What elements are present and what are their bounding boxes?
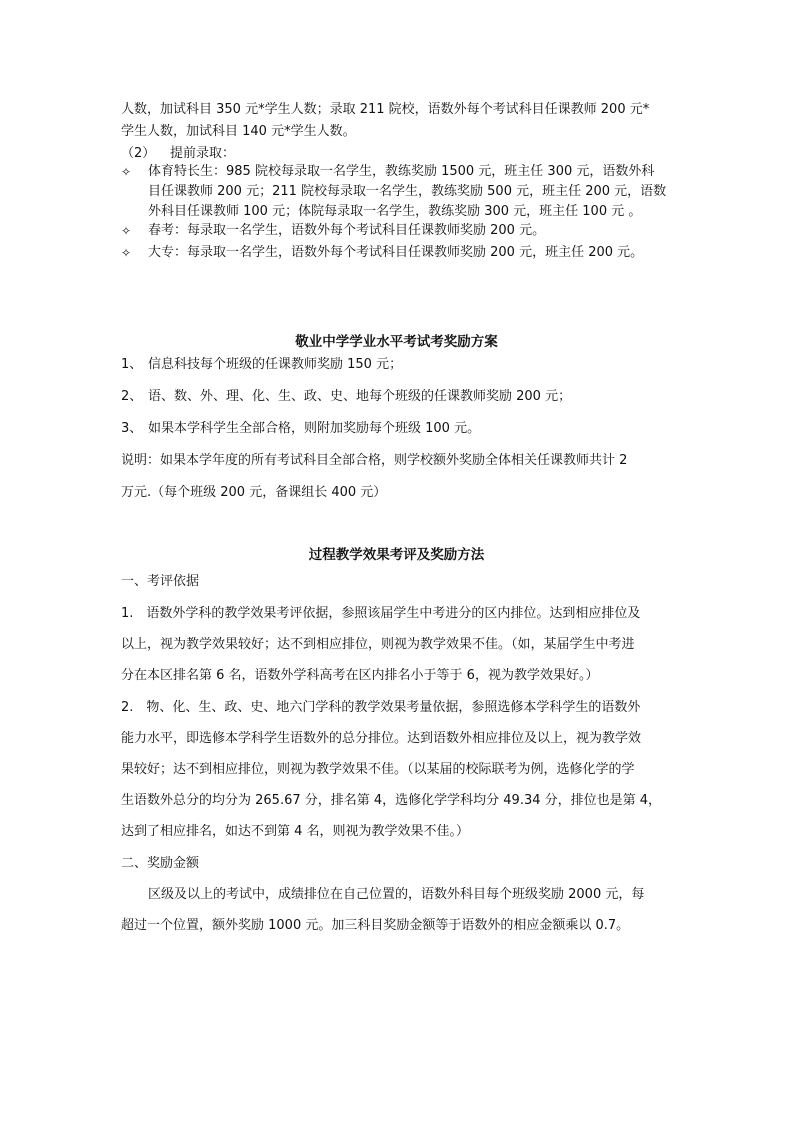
- bullet-item-line: 体育特长生：985 院校每录取一名学生，教练奖励 1500 元，班主任 300 元，语数外科: [148, 164, 655, 179]
- list-item-text: 语、数、外、理、化、生、政、史、地每个班级的任课教师奖励 200 元；: [148, 389, 572, 404]
- early-admission-label: （2）: [121, 146, 156, 161]
- paragraph-line: 1. 语数外学科的教学效果考评依据，参照该届学生中考进分的区内排位。达到相应排位及: [121, 606, 641, 621]
- paragraph-line: 区级及以上的考试中，成绩排位在自己位置的，语数外科目每个班级奖励 2000 元，每: [148, 887, 645, 902]
- subsection-heading: 一、考评依据: [121, 574, 200, 589]
- paragraph-line: 能力水平，即选修本学科学生语数外的总分排位。达到语数外相应排位及以上，视为教学效: [121, 731, 642, 746]
- diamond-bullet-icon: ✧: [121, 224, 132, 238]
- paragraph-line: 2. 物、化、生、政、史、地六门学科的教学效果考量依据，参照选修本学科学生的语数外: [121, 700, 641, 715]
- list-item-text: 信息科技每个班级的任课教师奖励 150 元；: [148, 357, 403, 372]
- bullet-item-line: 春考：每录取一名学生，语数外每个考试科目任课教师奖励 200 元。: [148, 223, 546, 238]
- note-line: 说明：如果本学年度的所有考试科目全部合格，则学校额外奖励全体相关任课教师共计 2: [121, 453, 628, 468]
- paragraph-line: 超过一个位置，额外奖励 1000 元。加三科目奖励金额等于语数外的相应金额乘以 0.7。: [121, 918, 630, 933]
- section-heading: 敬业中学学业水平考试考奖励方案: [295, 334, 498, 350]
- section-heading: 过程教学效果考评及奖励方法: [308, 547, 485, 563]
- note-line: 万元.（每个班级 200 元，备课组长 400 元）: [121, 485, 387, 500]
- diamond-bullet-icon: ✧: [121, 165, 132, 179]
- diamond-bullet-icon: ✧: [121, 246, 132, 260]
- paragraph-line: 分在本区排名第 6 名，语数外学科高考在区内排名小于等于 6，视为教学效果好。）: [121, 668, 599, 683]
- paragraph-line: 生语数外总分的均分为 265.67 分，排名第 4，选修化学学科均分 49.34 分，排位也是第 4，: [121, 793, 662, 808]
- list-item-number: 3、: [121, 421, 143, 436]
- early-admission-title: 提前录取：: [170, 146, 236, 161]
- bullet-item-line: 外科目任课教师 100 元；体院每录取一名学生，教练奖励 300 元，班主任 100 元 。: [148, 204, 642, 219]
- text-line: 学生人数，加试科目 140 元*学生人数。: [121, 124, 356, 139]
- text-line: 人数，加试科目 350 元*学生人数；录取 211 院校，语数外每个考试科目任课教师 200 元*: [121, 102, 650, 117]
- subsection-heading: 二、奖励金额: [121, 856, 200, 871]
- bullet-item-line: 目任课教师 200 元；211 院校每录取一名学生，教练奖励 500 元，班主任 200 元，语数: [148, 184, 667, 199]
- paragraph-line: 果较好；达不到相应排位，则视为教学效果不佳。（以某届的校际联考为例，选修化学的学: [121, 762, 635, 777]
- bullet-item-line: 大专：每录取一名学生，语数外每个考试科目任课教师奖励 200 元，班主任 200 元。: [148, 245, 644, 260]
- paragraph-line: 以上，视为教学效果较好；达不到相应排位，则视为教学效果不佳。（如，某届学生中考进: [121, 637, 635, 652]
- list-item-number: 1、: [121, 357, 143, 372]
- paragraph-line: 达到了相应排名，如达不到第 4 名，则视为教学效果不佳。）: [121, 824, 470, 839]
- list-item-number: 2、: [121, 389, 143, 404]
- list-item-text: 如果本学科学生全部合格，则附加奖励每个班级 100 元。: [148, 421, 481, 436]
